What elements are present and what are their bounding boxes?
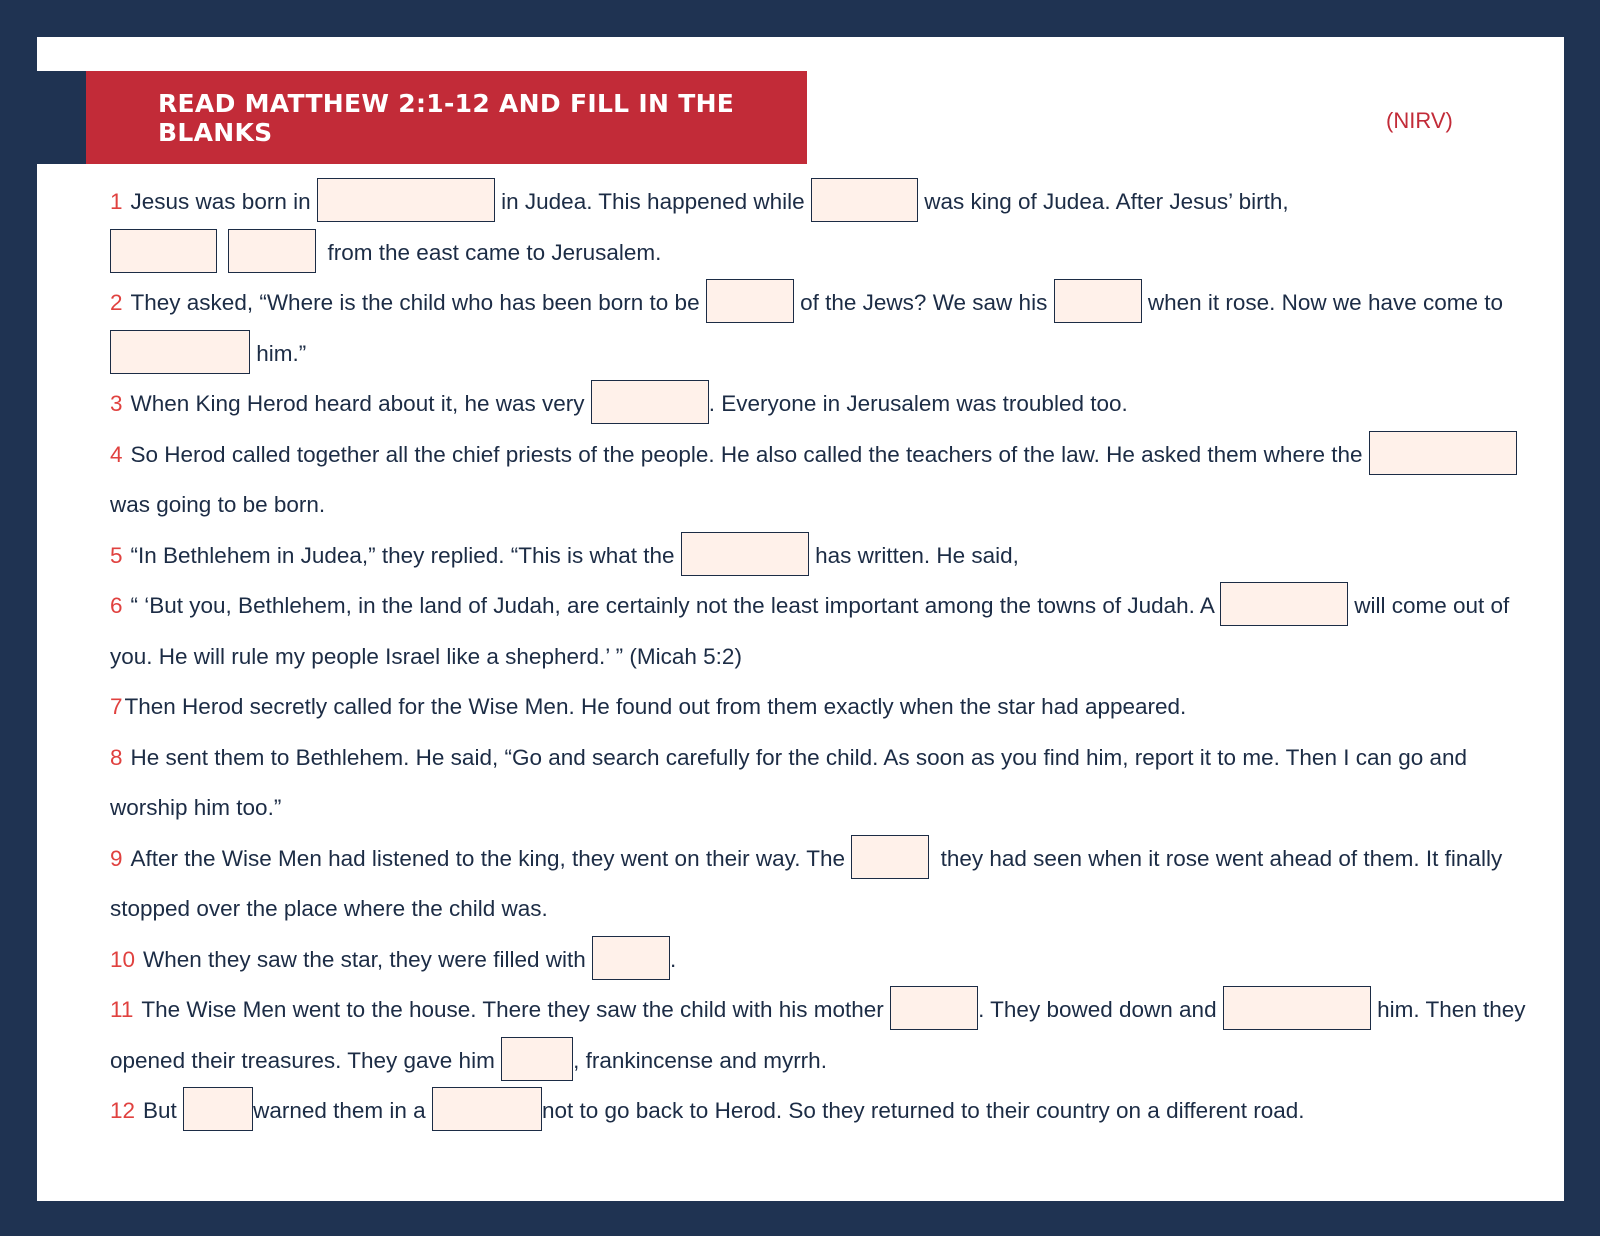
blank-field[interactable] <box>811 178 918 222</box>
blank-field[interactable] <box>110 229 217 273</box>
verse-number: 9 <box>110 845 123 871</box>
verse-10 <box>110 935 1530 986</box>
verse-text: was king of Judea. After Jesus’ birth, <box>924 189 1289 214</box>
blank-field[interactable] <box>1220 582 1348 626</box>
blank-field[interactable] <box>890 986 978 1030</box>
blank-field[interactable] <box>681 532 809 576</box>
verse-number: 11 <box>110 997 134 1022</box>
verse-text: him. Then they opened their treasures. They gave him <box>110 997 1526 1073</box>
worksheet <box>37 37 1564 1201</box>
verse-text: they had seen when it rose went ahead of them. It finally stopped over the place where the child was. <box>110 845 1503 921</box>
blank-field[interactable] <box>591 380 709 424</box>
blank-field[interactable] <box>706 279 794 323</box>
verse-text: . <box>670 946 677 972</box>
blank-field[interactable] <box>183 1087 253 1131</box>
verse-number: 7 <box>110 694 123 719</box>
verse-text: But <box>143 1098 177 1123</box>
verse-text: . They bowed down and <box>978 997 1217 1022</box>
verse-text: not to go back to Herod. So they returned to their country on a different road. <box>541 1098 1305 1123</box>
verse-number: 1 <box>110 189 123 214</box>
verse-text: After the Wise Men had listened to the king, they went on their way. The <box>130 845 846 871</box>
verse-11 <box>110 985 1530 1086</box>
verse-number: 8 <box>110 744 123 770</box>
blank-field[interactable] <box>1223 986 1371 1030</box>
verse-number: 5 <box>110 542 123 568</box>
verse-text: when it rose. Now we have come to <box>1147 290 1504 315</box>
blank-field[interactable] <box>228 229 316 273</box>
verse-text: will come out of you. He will rule my people Israel like a shepherd.’ ” (Micah 5:2) <box>110 593 1510 669</box>
verse-list <box>110 177 1530 1137</box>
verse-number: 4 <box>110 441 123 467</box>
verse-2 <box>110 278 1530 379</box>
blank-field[interactable] <box>592 936 670 980</box>
verse-text: When they saw the star, they were filled with <box>143 946 586 972</box>
verse-number: 3 <box>110 391 123 416</box>
blank-field[interactable] <box>432 1087 542 1131</box>
verse-text: He sent them to Bethlehem. He said, “Go and search carefully for the child. As soon as you find him, report it to me. Then I can go and worship him too.” <box>110 744 1468 820</box>
verse-text: warned them in a <box>253 1098 426 1123</box>
verse-12 <box>110 1086 1530 1137</box>
blank-field[interactable] <box>317 178 495 222</box>
verse-5 <box>110 531 1530 582</box>
verse-text: . Everyone in Jerusalem was troubled too. <box>708 391 1128 416</box>
blank-field[interactable] <box>1369 431 1517 475</box>
verse-text: So Herod called together all the chief priests of the people. He also called the teachers of the law. He asked them where the <box>130 441 1363 467</box>
verse-text: When King Herod heard about it, he was very <box>130 391 585 416</box>
verse-9 <box>110 834 1530 935</box>
verse-number: 2 <box>110 290 123 315</box>
verse-text: in Judea. This happened while <box>501 189 805 214</box>
verse-text: Then Herod secretly called for the Wise Men. He found out from them exactly when the star had appeared. <box>124 694 1187 719</box>
bible-version-label: (NIRV) <box>1386 108 1453 133</box>
verse-text: was going to be born. <box>110 492 326 517</box>
verse-text: from the east came to Jerusalem. <box>327 239 662 265</box>
verse-6 <box>110 581 1530 682</box>
verse-3 <box>110 379 1530 430</box>
title-banner <box>86 71 807 164</box>
verse-text: The Wise Men went to the house. There they saw the child with his mother <box>141 997 884 1022</box>
banner-accent <box>37 71 86 164</box>
blank-field[interactable] <box>851 835 929 879</box>
verse-4 <box>110 430 1530 531</box>
verse-text: Jesus was born in <box>130 189 311 214</box>
verse-text: “In Bethlehem in Judea,” they replied. “This is what the <box>130 542 675 568</box>
verse-number: 10 <box>110 946 136 972</box>
verse-text: of the Jews? We saw his <box>800 290 1048 315</box>
verse-number: 12 <box>110 1098 136 1123</box>
verse-text: “ ‘But you, Bethlehem, in the land of Judah, are certainly not the least important among the towns of Judah. A <box>130 593 1214 618</box>
verse-text: has written. He said, <box>815 542 1019 568</box>
verse-7 <box>110 682 1530 733</box>
blank-field[interactable] <box>1054 279 1142 323</box>
verse-text: They asked, “Where is the child who has been born to be <box>130 290 700 315</box>
blank-field[interactable] <box>110 330 250 374</box>
blank-field[interactable] <box>501 1037 573 1081</box>
verse-1 <box>110 177 1530 278</box>
verse-8 <box>110 733 1530 834</box>
verse-text: , frankincense and myrrh. <box>573 1047 827 1073</box>
verse-text: him.” <box>256 340 307 366</box>
verse-number: 6 <box>110 593 123 618</box>
page-title: READ MATTHEW 2:1-12 AND FILL IN THE BLANKS <box>158 88 735 147</box>
